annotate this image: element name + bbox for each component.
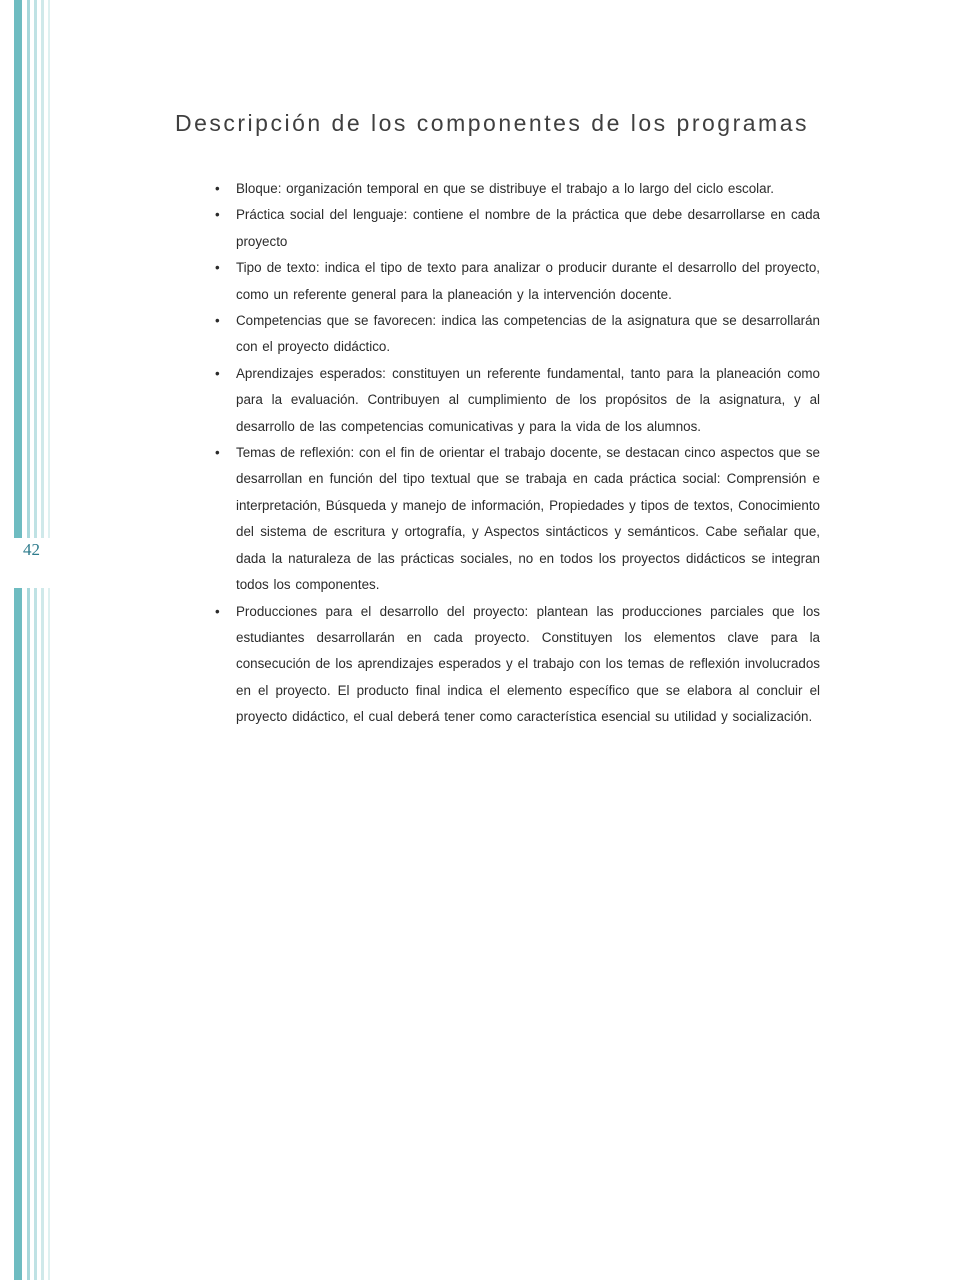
- left-stripes-bottom: [0, 588, 60, 1280]
- list-item: • Aprendizajes esperados: constituyen un referente fundamental, tanto para la planeación como para la evaluación. Contribuyen al cumplimiento de los propósitos de la asignatura, y al desarrollo de las competencias comunicativas y para la vida de los alumnos.: [213, 361, 820, 440]
- stripe: [48, 588, 50, 1280]
- list-item: • Competencias que se favorecen: indica las competencias de la asignatura que se desarrollarán con el proyecto didáctico.: [213, 308, 820, 361]
- stripe: [34, 0, 37, 538]
- stripe: [48, 0, 50, 538]
- stripe: [14, 588, 22, 1280]
- stripe: [27, 588, 30, 1280]
- left-stripes-top: [0, 0, 60, 538]
- list-item: • Bloque: organización temporal en que se distribuye el trabajo a lo largo del ciclo escolar.: [213, 176, 820, 202]
- list-item: • Tipo de texto: indica el tipo de texto para analizar o producir durante el desarrollo del proyecto, como un referente general para la planeación y la intervención docente.: [213, 255, 820, 308]
- bullet-list: [213, 176, 820, 731]
- page-title: Descripción de los componentes de los programas: [175, 110, 809, 136]
- stripe: [41, 0, 44, 538]
- stripe: [27, 0, 30, 538]
- list-item: • Temas de reflexión: con el fin de orientar el trabajo docente, se destacan cinco aspectos que se desarrollan en función del tipo textual que se trabaja en cada práctica social: Comprensión e interpretación, Búsqueda y manejo de información, Propiedades y tipos de textos, Conocimiento del sistema de escritura y ortografía, y Aspectos sintácticos y semánticos. Cabe señalar que, dada la naturaleza de las prácticas sociales, no en todos los proyectos didácticos se integran todos los componentes.: [213, 440, 820, 598]
- stripe: [14, 0, 22, 538]
- stripe: [34, 588, 37, 1280]
- list-item: • Producciones para el desarrollo del proyecto: plantean las producciones parciales que los estudiantes desarrollarán en cada proyecto. Constituyen los elementos clave para la consecución de los aprendizajes esperados y el trabajo con los temas de reflexión involucrados en el proyecto. El producto final indica el elemento específico que se elabora al concluir el proyecto didáctico, el cual deberá tener como característica esencial su utilidad y socialización.: [213, 599, 820, 731]
- list-item: • Práctica social del lenguaje: contiene el nombre de la práctica que debe desarrollarse en cada proyecto: [213, 202, 820, 255]
- page-number: 42: [23, 540, 40, 559]
- stripe: [41, 588, 44, 1280]
